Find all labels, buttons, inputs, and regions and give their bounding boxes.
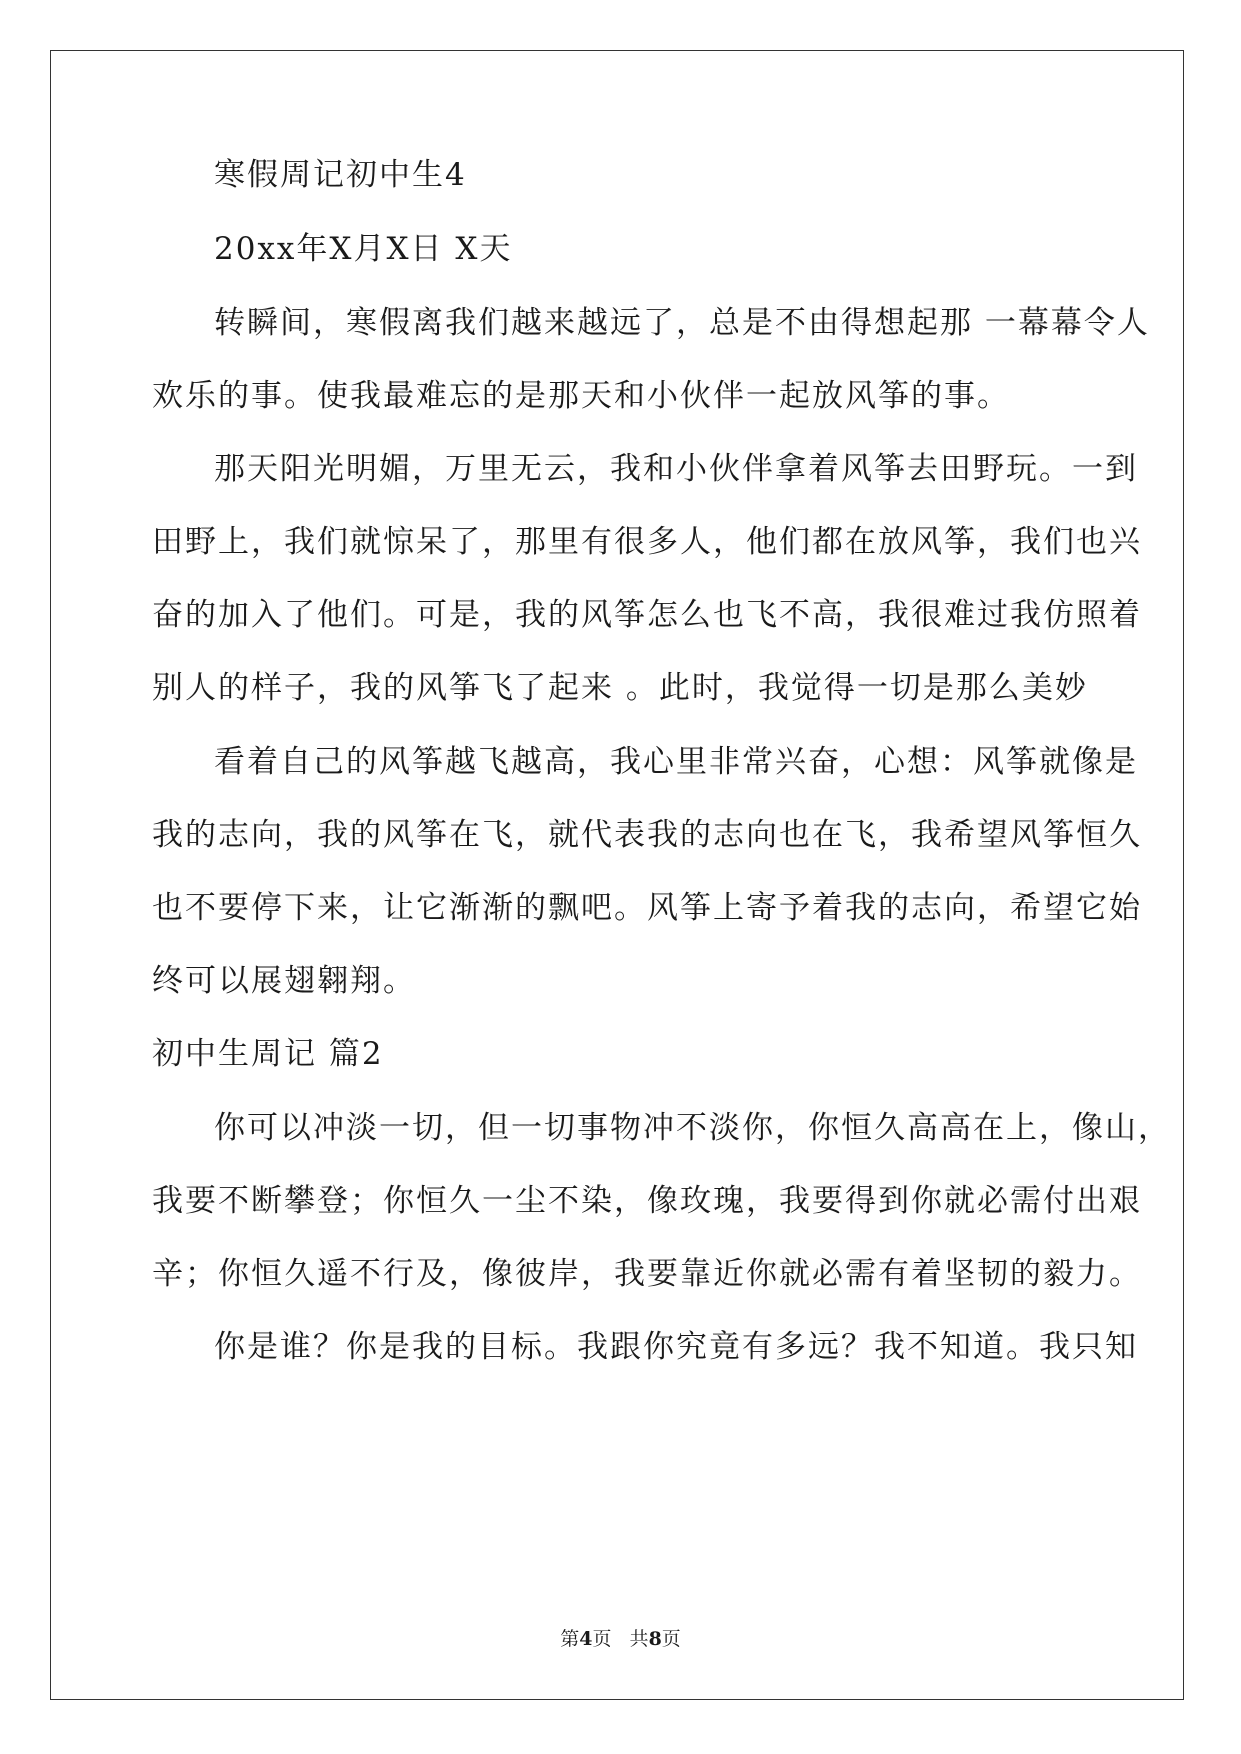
section-title: 寒假周记初中生4 [214, 157, 467, 193]
paragraph-line: 那天阳光明媚，万里无云，我和小伙伴拿着风筝去田野玩。一到 [214, 451, 1138, 487]
footer-suffix: 页 [661, 1628, 681, 1650]
page-footer [0, 1627, 1241, 1651]
paragraph-line: 也不要停下来，让它渐渐的飘吧。风筝上寄予着我的志向，希望它始 [152, 890, 1142, 926]
paragraph-line: 你是谁？你是我的目标。我跟你究竟有多远？我不知道。我只知 [214, 1329, 1138, 1365]
paragraph-line: 终可以展翅翱翔。 [152, 963, 416, 999]
footer-prefix: 第 [560, 1628, 580, 1650]
page-border [50, 50, 1184, 1700]
paragraph-line: 田野上，我们就惊呆了，那里有很多人，他们都在放风筝，我们也兴 [152, 524, 1142, 560]
paragraph-line: 辛；你恒久遥不行及，像彼岸，我要靠近你就必需有着坚韧的毅力。 [152, 1256, 1142, 1292]
date-line: 20xx年X月X日 X天 [214, 231, 513, 267]
paragraph-line: 奋的加入了他们。可是，我的风筝怎么也飞不高，我很难过我仿照着 [152, 597, 1142, 633]
paragraph-line: 转瞬间，寒假离我们越来越远了，总是不由得想起那 一幕幕令人 [214, 305, 1150, 341]
footer-current-page: 4 [579, 1628, 593, 1650]
footer-middle: 页 共 [592, 1628, 649, 1650]
paragraph-line: 别人的样子，我的风筝飞了起来 。此时，我觉得一切是那么美妙 [152, 670, 1088, 706]
section-heading: 初中生周记 篇2 [152, 1036, 384, 1072]
paragraph-line: 我要不断攀登；你恒久一尘不染，像玫瑰，我要得到你就必需付出艰 [152, 1183, 1142, 1219]
paragraph-line: 我的志向，我的风筝在飞，就代表我的志向也在飞，我希望风筝恒久 [152, 817, 1142, 853]
paragraph-line: 你可以冲淡一切，但一切事物冲不淡你，你恒久高高在上，像山， [214, 1110, 1171, 1146]
paragraph-line: 看着自己的风筝越飞越高，我心里非常兴奋，心想：风筝就像是 [214, 744, 1138, 780]
paragraph-line: 欢乐的事。使我最难忘的是那天和小伙伴一起放风筝的事。 [152, 378, 1010, 414]
footer-total-pages: 8 [648, 1628, 662, 1650]
